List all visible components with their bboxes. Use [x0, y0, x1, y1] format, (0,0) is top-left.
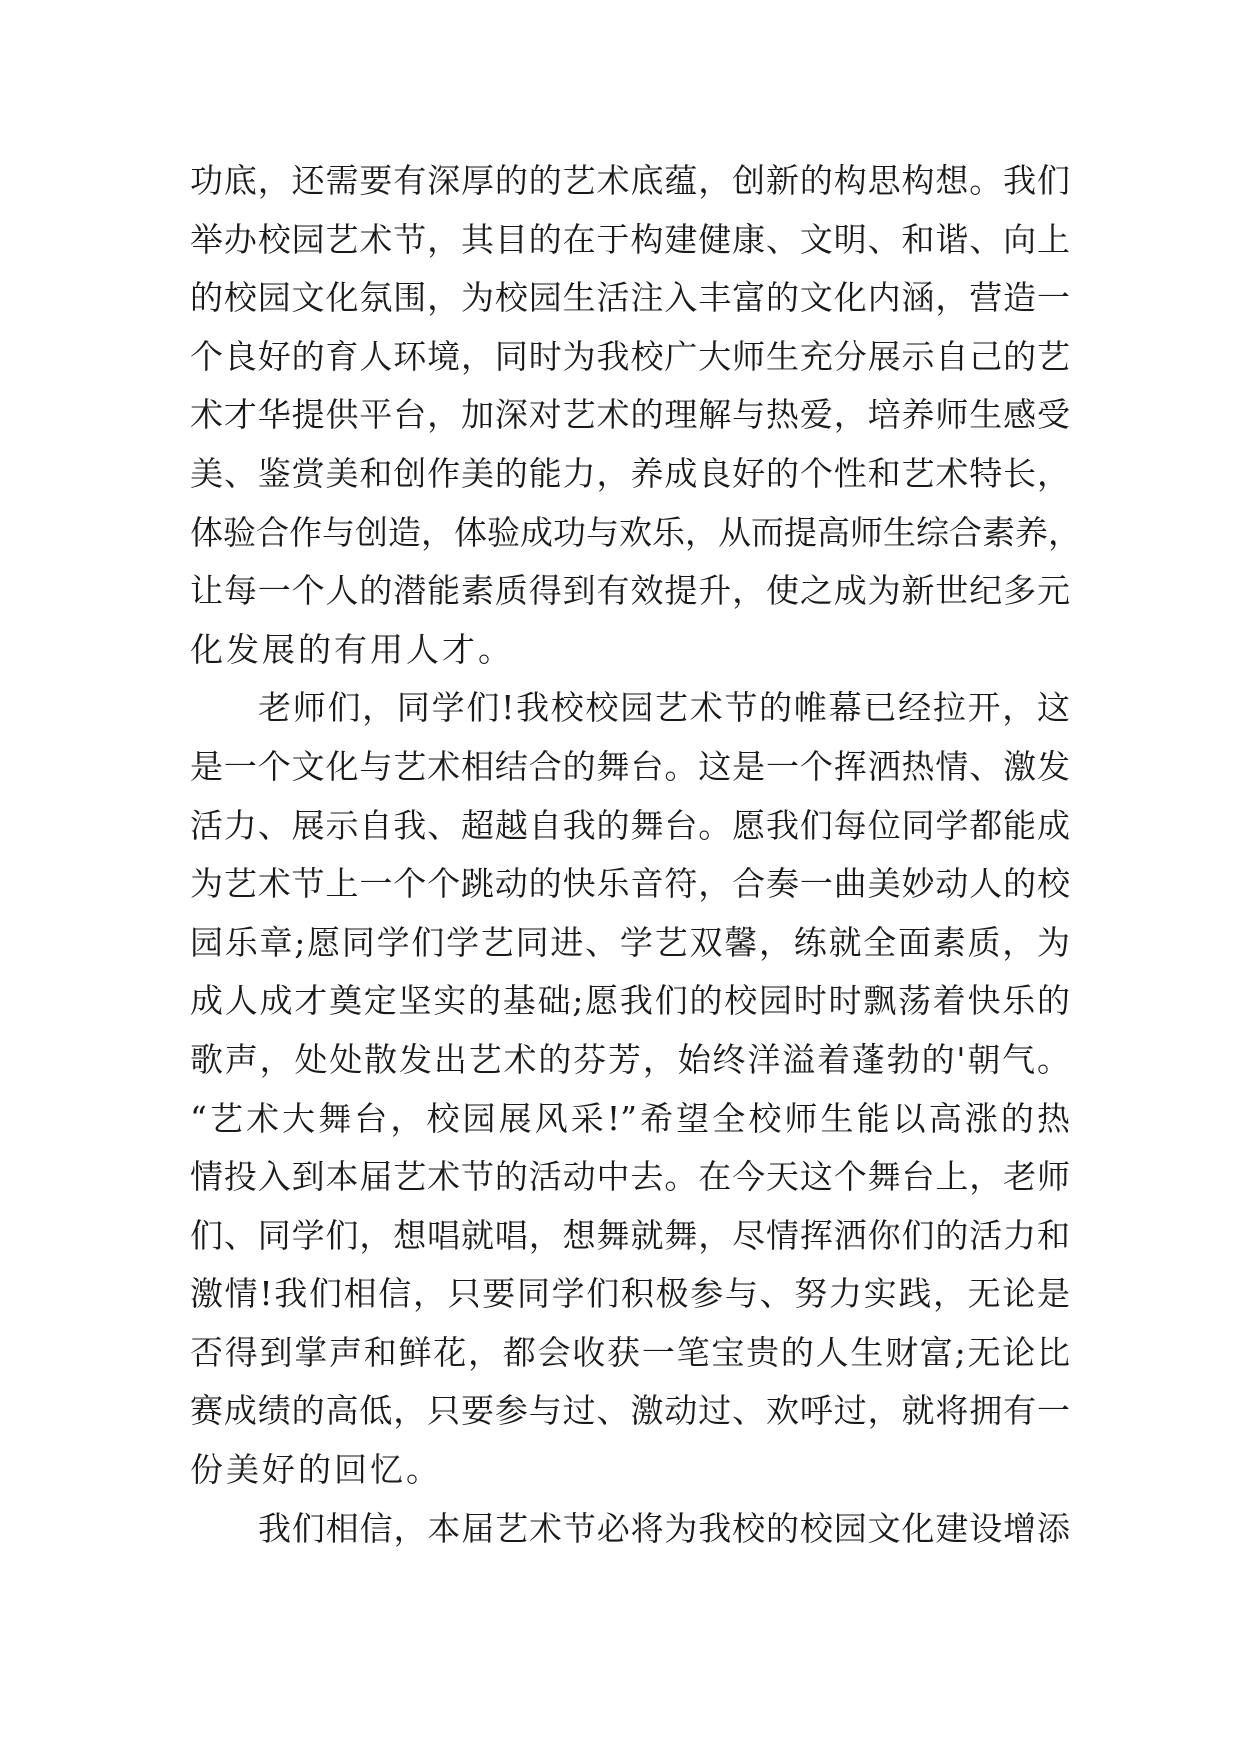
text-line: 园乐章;愿同学们学艺同进、学艺双馨，练就全面素质，为: [190, 922, 1070, 962]
text-line: 让每一个人的潜能素质得到有效提升，使之成为新世纪多元: [190, 571, 1070, 611]
text-line: 体验合作与创造，体验成功与欢乐，从而提高师生综合素养，: [190, 512, 1081, 552]
text-line: 们、同学们，想唱就唱，想舞就舞，尽情挥洒你们的活力和: [190, 1215, 1070, 1255]
text-line: 活力、展示自我、超越自我的舞台。愿我们每位同学都能成: [190, 805, 1070, 845]
text-line: 化发展的有用人才。: [190, 629, 514, 669]
text-line: 情投入到本届艺术节的活动中去。在今天这个舞台上，老师: [190, 1157, 1070, 1197]
text-line: 举办校园艺术节，其目的在于构建健康、文明、和谐、向上: [190, 219, 1070, 259]
text-line: 成人成才奠定坚实的基础;愿我们的校园时时飘荡着快乐的: [190, 981, 1070, 1021]
text-line: 的校园文化氛围，为校园生活注入丰富的文化内涵，营造一: [190, 278, 1070, 318]
text-line: 歌声，处处散发出艺术的芬芳，始终洋溢着蓬勃的'朝气。: [190, 1039, 1070, 1079]
text-line: “艺术大舞台，校园展风采!”希望全校师生能以高涨的热: [190, 1098, 1070, 1138]
text-line: 功底，还需要有深厚的的艺术底蕴，创新的构思构想。我们: [190, 161, 1070, 200]
text-line: 个良好的育人环境，同时为我校广大师生充分展示自己的艺: [190, 336, 1070, 376]
text-line: 为艺术节上一个个跳动的快乐音符，合奏一曲美妙动人的校: [190, 864, 1070, 904]
text-line: 是一个文化与艺术相结合的舞台。这是一个挥洒热情、激发: [190, 746, 1070, 786]
text-line: 美、鉴赏美和创作美的能力，养成良好的个性和艺术特长，: [190, 453, 1070, 493]
text-line: 赛成绩的高低，只要参与过、激动过、欢呼过，就将拥有一: [190, 1391, 1070, 1431]
paragraph-start-line: 我们相信，本届艺术节必将为我校的校园文化建设增添: [258, 1508, 1070, 1548]
paragraph-start-line: 老师们，同学们!我校校园艺术节的帷幕已经拉开，这: [258, 688, 1070, 728]
text-line: 激情!我们相信，只要同学们积极参与、努力实践，无论是: [190, 1274, 1070, 1314]
text-line: 份美好的回忆。: [190, 1450, 442, 1490]
text-line: 术才华提供平台，加深对艺术的理解与热爱，培养师生感受: [190, 395, 1070, 435]
text-line: 否得到掌声和鲜花，都会收获一笔宝贵的人生财富;无论比: [190, 1332, 1070, 1372]
body-text: [190, 152, 1081, 1558]
